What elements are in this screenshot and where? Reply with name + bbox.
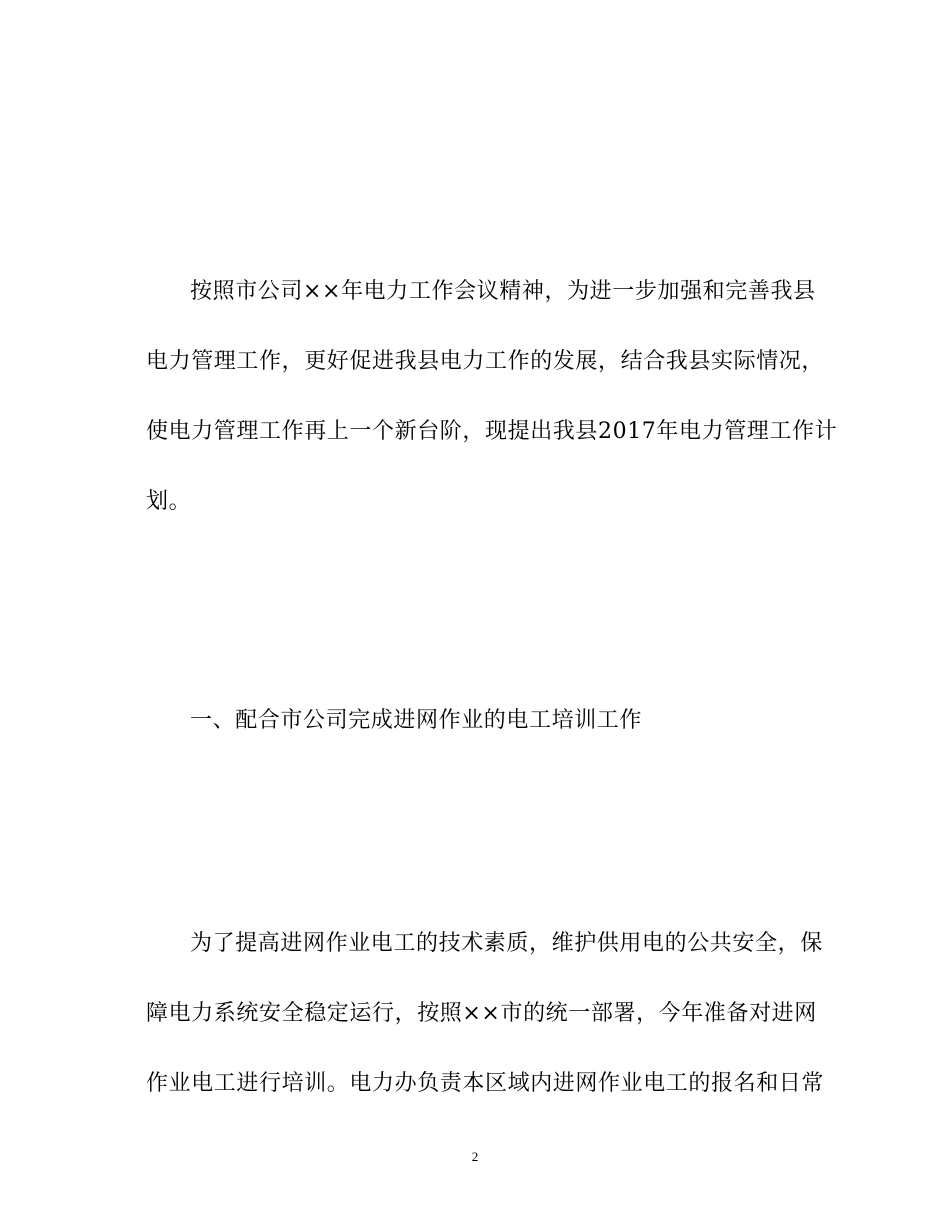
paragraph-line: 作业电工进行培训。电力办负责本区域内进网作业电工的报名和日常 — [146, 1071, 825, 1096]
paragraph-line: 划。 — [146, 489, 192, 514]
paragraph-line: 使电力管理工作再上一个新台阶，现提出我县2017年电力管理工作计 — [146, 419, 838, 444]
paragraph-line: 为了提高进网作业电工的技术素质，维护供用电的公共安全，保 — [190, 931, 823, 956]
page-number: 2 — [471, 1149, 479, 1164]
paragraph-line: 按照市公司××年电力工作会议精神，为进一步加强和完善我县 — [190, 279, 816, 304]
paragraph-line: 障电力系统安全稳定运行，按照××市的统一部署，今年准备对进网 — [146, 1001, 817, 1026]
section-heading-text: 一、配合市公司完成进网作业的电工培训工作 — [190, 708, 643, 733]
paragraph-line: 电力管理工作，更好促进我县电力工作的发展，结合我县实际情况， — [146, 349, 825, 374]
